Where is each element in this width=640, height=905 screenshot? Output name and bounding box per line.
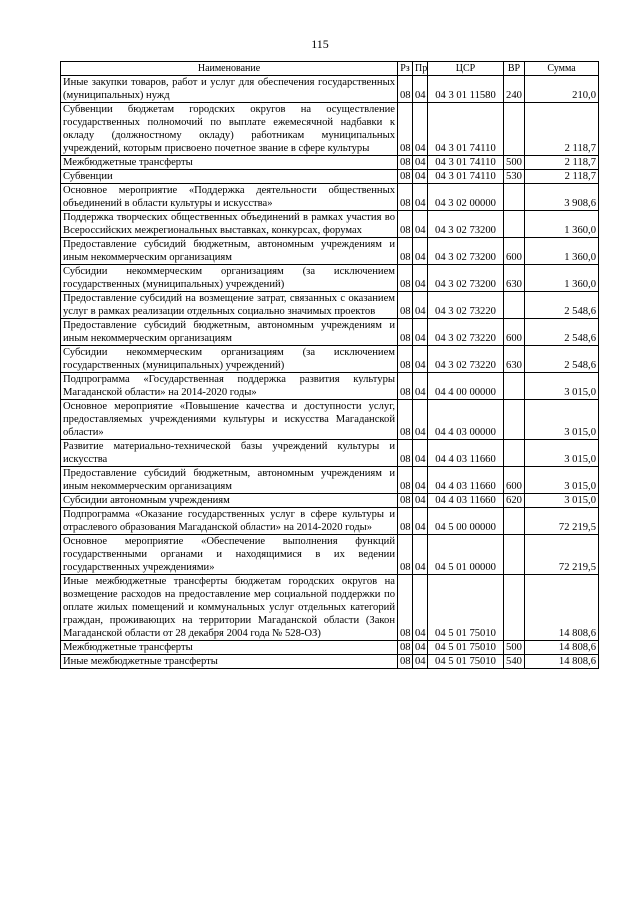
cell-name: Основное мероприятие «Повышение качества и доступности услуг, предоставляемых учреждениями культуры и искусства Магаданской области»: [61, 400, 398, 440]
cell-rz: 08: [398, 211, 413, 238]
cell-vr: [504, 400, 525, 440]
cell-sum: 210,0: [525, 76, 599, 103]
cell-rz: 08: [398, 655, 413, 669]
cell-csr: 04 3 02 73200: [428, 211, 504, 238]
table-row: [61, 211, 599, 238]
cell-sum: 3 015,0: [525, 440, 599, 467]
cell-vr: 600: [504, 238, 525, 265]
cell-sum: 14 808,6: [525, 641, 599, 655]
cell-csr: 04 3 01 74110: [428, 103, 504, 156]
cell-csr: 04 3 02 00000: [428, 184, 504, 211]
cell-name: Иные закупки товаров, работ и услуг для обеспечения государственных (муниципальных) нужд: [61, 76, 398, 103]
cell-name: Субвенции бюджетам городских округов на осуществление государственных полномочий по выплате ежемесячной надбавки к окладу (должностному окладу) работникам муниципальных учреждений, которым присвоено почетное звание в сфере культуры: [61, 103, 398, 156]
cell-name: Подпрограмма «Государственная поддержка развития культуры Магаданской области» на 2014-2020 годы»: [61, 373, 398, 400]
cell-name: Предоставление субсидий на возмещение затрат, связанных с оказанием услуг в рамках реализации отдельных социально значимых проектов: [61, 292, 398, 319]
cell-sum: 3 015,0: [525, 494, 599, 508]
cell-rz: 08: [398, 508, 413, 535]
cell-csr: 04 3 02 73220: [428, 292, 504, 319]
cell-rz: 08: [398, 641, 413, 655]
cell-vr: [504, 184, 525, 211]
cell-pr: 04: [413, 184, 428, 211]
cell-pr: 04: [413, 238, 428, 265]
table-row: [61, 184, 599, 211]
cell-sum: 2 118,7: [525, 170, 599, 184]
table-row: [61, 265, 599, 292]
cell-sum: 72 219,5: [525, 535, 599, 575]
cell-sum: 1 360,0: [525, 265, 599, 292]
cell-name: Субвенции: [61, 170, 398, 184]
cell-name: Иные межбюджетные трансферты бюджетам городских округов на возмещение расходов на предоставление мер социальной поддержки по оплате жилых помещений и коммунальных услуг отдельных категорий граждан, проживающих на территории Магаданской области (Закон Магаданской области от 28 декабря 2004 года № 528-ОЗ): [61, 575, 398, 641]
cell-vr: [504, 211, 525, 238]
cell-rz: 08: [398, 575, 413, 641]
column-header-sum: Сумма: [525, 62, 599, 76]
cell-vr: 540: [504, 655, 525, 669]
cell-pr: 04: [413, 440, 428, 467]
table-header-row: [61, 62, 599, 76]
table-row: [61, 373, 599, 400]
table-row: [61, 494, 599, 508]
cell-vr: 500: [504, 156, 525, 170]
cell-name: Межбюджетные трансферты: [61, 156, 398, 170]
cell-sum: 14 808,6: [525, 655, 599, 669]
cell-rz: 08: [398, 467, 413, 494]
cell-pr: 04: [413, 400, 428, 440]
cell-name: Развитие материально-технической базы учреждений культуры и искусства: [61, 440, 398, 467]
cell-rz: 08: [398, 319, 413, 346]
cell-name: Поддержка творческих общественных объединений в рамках участия во Всероссийских межрегиональных выставках, конкурсах, форумах: [61, 211, 398, 238]
cell-csr: 04 3 01 74110: [428, 170, 504, 184]
table-row: [61, 575, 599, 641]
column-header-name: Наименование: [61, 62, 398, 76]
cell-vr: 630: [504, 265, 525, 292]
cell-sum: 2 118,7: [525, 156, 599, 170]
table-row: [61, 400, 599, 440]
cell-pr: 04: [413, 655, 428, 669]
cell-vr: 500: [504, 641, 525, 655]
cell-name: Основное мероприятие «Обеспечение выполнения функций государственными органами и находящимися в их ведении государственных учреждениями»: [61, 535, 398, 575]
cell-sum: 3 015,0: [525, 467, 599, 494]
cell-vr: 530: [504, 170, 525, 184]
cell-sum: 1 360,0: [525, 238, 599, 265]
cell-sum: 2 548,6: [525, 319, 599, 346]
column-header-pr: Пр: [413, 62, 428, 76]
budget-table: [60, 61, 599, 669]
cell-name: Субсидии некоммерческим организациям (за исключением государственных (муниципальных) учреждений): [61, 265, 398, 292]
cell-name: Основное мероприятие «Поддержка деятельности общественных объединений в области культуры и искусства»: [61, 184, 398, 211]
cell-name: Предоставление субсидий бюджетным, автономным учреждениям и иным некоммерческим организациям: [61, 238, 398, 265]
cell-rz: 08: [398, 440, 413, 467]
cell-sum: 2 548,6: [525, 292, 599, 319]
cell-rz: 08: [398, 238, 413, 265]
cell-rz: 08: [398, 292, 413, 319]
cell-pr: 04: [413, 373, 428, 400]
cell-csr: 04 4 03 00000: [428, 400, 504, 440]
cell-rz: 08: [398, 184, 413, 211]
cell-pr: 04: [413, 170, 428, 184]
cell-vr: [504, 373, 525, 400]
cell-rz: 08: [398, 170, 413, 184]
cell-rz: 08: [398, 103, 413, 156]
cell-name: Субсидии некоммерческим организациям (за исключением государственных (муниципальных) учреждений): [61, 346, 398, 373]
cell-rz: 08: [398, 494, 413, 508]
cell-csr: 04 5 01 75010: [428, 655, 504, 669]
table-row: [61, 292, 599, 319]
cell-csr: 04 3 02 73200: [428, 238, 504, 265]
cell-pr: 04: [413, 265, 428, 292]
cell-sum: 2 118,7: [525, 103, 599, 156]
cell-sum: 3 015,0: [525, 373, 599, 400]
cell-sum: 2 548,6: [525, 346, 599, 373]
cell-pr: 04: [413, 76, 428, 103]
cell-sum: 3 908,6: [525, 184, 599, 211]
cell-pr: 04: [413, 211, 428, 238]
cell-vr: 620: [504, 494, 525, 508]
table-row: [61, 440, 599, 467]
cell-pr: 04: [413, 508, 428, 535]
cell-pr: 04: [413, 346, 428, 373]
table-row: [61, 156, 599, 170]
cell-pr: 04: [413, 103, 428, 156]
cell-pr: 04: [413, 575, 428, 641]
table-row: [61, 346, 599, 373]
column-header-vr: ВР: [504, 62, 525, 76]
cell-vr: [504, 103, 525, 156]
cell-csr: 04 3 01 74110: [428, 156, 504, 170]
cell-pr: 04: [413, 467, 428, 494]
cell-name: Предоставление субсидий бюджетным, автономным учреждениям и иным некоммерческим организациям: [61, 319, 398, 346]
cell-pr: 04: [413, 292, 428, 319]
cell-name: Межбюджетные трансферты: [61, 641, 398, 655]
table-row: [61, 103, 599, 156]
cell-vr: [504, 292, 525, 319]
cell-csr: 04 4 03 11660: [428, 467, 504, 494]
table-row: [61, 655, 599, 669]
cell-sum: 72 219,5: [525, 508, 599, 535]
cell-csr: 04 3 02 73220: [428, 319, 504, 346]
cell-csr: 04 5 01 75010: [428, 641, 504, 655]
cell-name: Подпрограмма «Оказание государственных услуг в сфере культуры и отраслевого образования Магаданской области» на 2014-2020 годы»: [61, 508, 398, 535]
cell-csr: 04 3 02 73200: [428, 265, 504, 292]
cell-name: Предоставление субсидий бюджетным, автономным учреждениям и иным некоммерческим организациям: [61, 467, 398, 494]
table-row: [61, 170, 599, 184]
cell-csr: 04 3 02 73220: [428, 346, 504, 373]
table-row: [61, 535, 599, 575]
cell-rz: 08: [398, 400, 413, 440]
cell-csr: 04 4 03 11660: [428, 440, 504, 467]
column-header-rz: Рз: [398, 62, 413, 76]
table-row: [61, 467, 599, 494]
cell-rz: 08: [398, 346, 413, 373]
cell-rz: 08: [398, 156, 413, 170]
table-row: [61, 319, 599, 346]
cell-sum: 14 808,6: [525, 575, 599, 641]
cell-csr: 04 5 00 00000: [428, 508, 504, 535]
page-number: 115: [311, 37, 329, 51]
cell-csr: 04 4 03 11660: [428, 494, 504, 508]
cell-vr: [504, 535, 525, 575]
cell-rz: 08: [398, 535, 413, 575]
cell-vr: [504, 575, 525, 641]
table-row: [61, 508, 599, 535]
cell-csr: 04 5 01 75010: [428, 575, 504, 641]
cell-vr: 630: [504, 346, 525, 373]
cell-sum: 3 015,0: [525, 400, 599, 440]
cell-rz: 08: [398, 76, 413, 103]
cell-name: Иные межбюджетные трансферты: [61, 655, 398, 669]
cell-vr: 600: [504, 319, 525, 346]
cell-csr: 04 3 01 11580: [428, 76, 504, 103]
cell-pr: 04: [413, 319, 428, 346]
cell-pr: 04: [413, 494, 428, 508]
table-row: [61, 641, 599, 655]
cell-sum: 1 360,0: [525, 211, 599, 238]
cell-vr: [504, 508, 525, 535]
table-row: [61, 238, 599, 265]
cell-pr: 04: [413, 641, 428, 655]
cell-name: Субсидии автономным учреждениям: [61, 494, 398, 508]
column-header-csr: ЦСР: [428, 62, 504, 76]
table-row: [61, 76, 599, 103]
cell-vr: 600: [504, 467, 525, 494]
cell-pr: 04: [413, 156, 428, 170]
cell-vr: [504, 440, 525, 467]
cell-vr: 240: [504, 76, 525, 103]
cell-rz: 08: [398, 265, 413, 292]
cell-csr: 04 4 00 00000: [428, 373, 504, 400]
cell-pr: 04: [413, 535, 428, 575]
cell-rz: 08: [398, 373, 413, 400]
cell-csr: 04 5 01 00000: [428, 535, 504, 575]
